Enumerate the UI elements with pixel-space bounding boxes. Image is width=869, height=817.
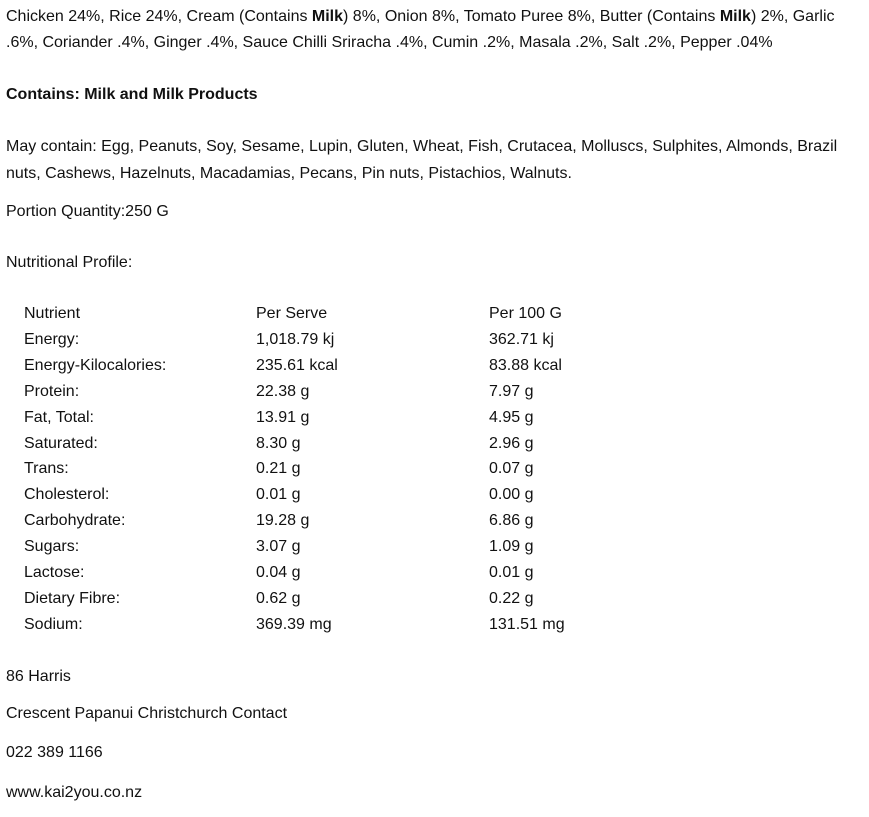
nutrient-name: Fat, Total:	[24, 408, 94, 426]
per-100g-value: 0.00 g	[489, 486, 534, 504]
table-row	[24, 586, 689, 612]
per-100g-value: 83.88 kcal	[489, 356, 562, 374]
website-link[interactable]: www.kai2you.co.nz	[6, 784, 143, 801]
nutrient-name: Sugars:	[24, 538, 80, 556]
per-100g-value: 6.86 g	[489, 512, 534, 530]
nutrient-name: Trans:	[24, 460, 69, 478]
label-document	[6, 0, 864, 801]
table-row	[24, 508, 689, 534]
header-per-serve: Per Serve	[256, 305, 328, 322]
per-serve-value: 13.91 g	[256, 408, 310, 426]
table-row	[24, 405, 689, 431]
contains-statement: Contains: Milk and Milk Products	[6, 86, 258, 103]
header-nutrient: Nutrient	[24, 305, 81, 322]
nutrition-header-row	[24, 301, 689, 327]
table-row	[24, 379, 689, 405]
header-per-100g: Per 100 G	[489, 305, 562, 322]
address-line-1: 86 Harris	[6, 668, 71, 685]
per-100g-value: 362.71 kj	[489, 330, 554, 348]
per-100g-value: 7.97 g	[489, 382, 534, 400]
per-serve-value: 0.62 g	[256, 589, 301, 607]
contact-phone: 022 389 1166	[6, 744, 103, 761]
ingredients-list	[6, 0, 864, 56]
address-line-2: Crescent Papanui Christchurch Contact	[6, 705, 288, 722]
per-serve-value: 1,018.79 kj	[256, 330, 335, 348]
per-serve-value: 0.04 g	[256, 564, 301, 582]
per-serve-value: 0.21 g	[256, 460, 301, 478]
per-100g-value: 0.22 g	[489, 589, 534, 607]
per-100g-value: 4.95 g	[489, 408, 534, 426]
per-100g-value: 2.96 g	[489, 434, 534, 452]
ingredients-text-1: Chicken 24%, Rice 24%, Cream (Contains	[6, 8, 312, 25]
table-row	[24, 327, 689, 353]
per-serve-value: 22.38 g	[256, 382, 310, 400]
nutrition-table	[24, 301, 689, 638]
table-row	[24, 612, 689, 638]
per-serve-value: 235.61 kcal	[256, 356, 338, 374]
nutrient-name: Saturated:	[24, 434, 98, 452]
ingredients-text-2: ) 8%, Onion 8%, Tomato Puree 8%, Butter (Contains	[343, 8, 720, 25]
per-serve-value: 0.01 g	[256, 486, 301, 504]
per-100g-value: 0.07 g	[489, 460, 534, 478]
allergen-milk-1: Milk	[311, 8, 344, 25]
table-row	[24, 456, 689, 482]
nutrient-name: Lactose:	[24, 564, 85, 582]
may-contain-statement: May contain: Egg, Peanuts, Soy, Sesame, Lupin, Gluten, Wheat, Fish, Crutacea, Molluscs, Sulphites, Almonds, Brazil nuts, Cashews, Hazelnuts, Macadamias, Pecans, Pin nuts, Pistachios, Walnuts.	[6, 138, 838, 182]
nutrient-name: Dietary Fibre:	[24, 589, 121, 607]
table-row	[24, 431, 689, 457]
per-100g-value: 1.09 g	[489, 538, 534, 556]
per-serve-value: 8.30 g	[256, 434, 301, 452]
nutrient-name: Energy-Kilocalories:	[24, 356, 167, 374]
nutrient-name: Energy:	[24, 330, 80, 348]
table-row	[24, 482, 689, 508]
per-serve-value: 19.28 g	[256, 512, 310, 530]
nutrient-name: Protein:	[24, 382, 80, 400]
nutritional-profile-title: Nutritional Profile:	[6, 254, 133, 271]
table-row	[24, 353, 689, 379]
per-serve-value: 3.07 g	[256, 538, 301, 556]
table-row	[24, 560, 689, 586]
per-100g-value: 131.51 mg	[489, 615, 565, 633]
allergen-milk-2: Milk	[719, 8, 751, 25]
per-serve-value: 369.39 mg	[256, 615, 332, 633]
table-row	[24, 534, 689, 560]
nutrient-name: Carbohydrate:	[24, 512, 126, 530]
per-100g-value: 0.01 g	[489, 564, 534, 582]
portion-quantity: Portion Quantity:250 G	[6, 203, 169, 220]
nutrient-name: Sodium:	[24, 615, 83, 633]
nutrient-name: Cholesterol:	[24, 486, 110, 504]
ingredients-text-3: ) 2%, Garlic .6%, Coriander .4%, Ginger .4%, Sauce Chilli Sriracha .4%, Cumin .2%, Masala .2%, Salt .2%, Pepper .04%	[6, 8, 835, 51]
